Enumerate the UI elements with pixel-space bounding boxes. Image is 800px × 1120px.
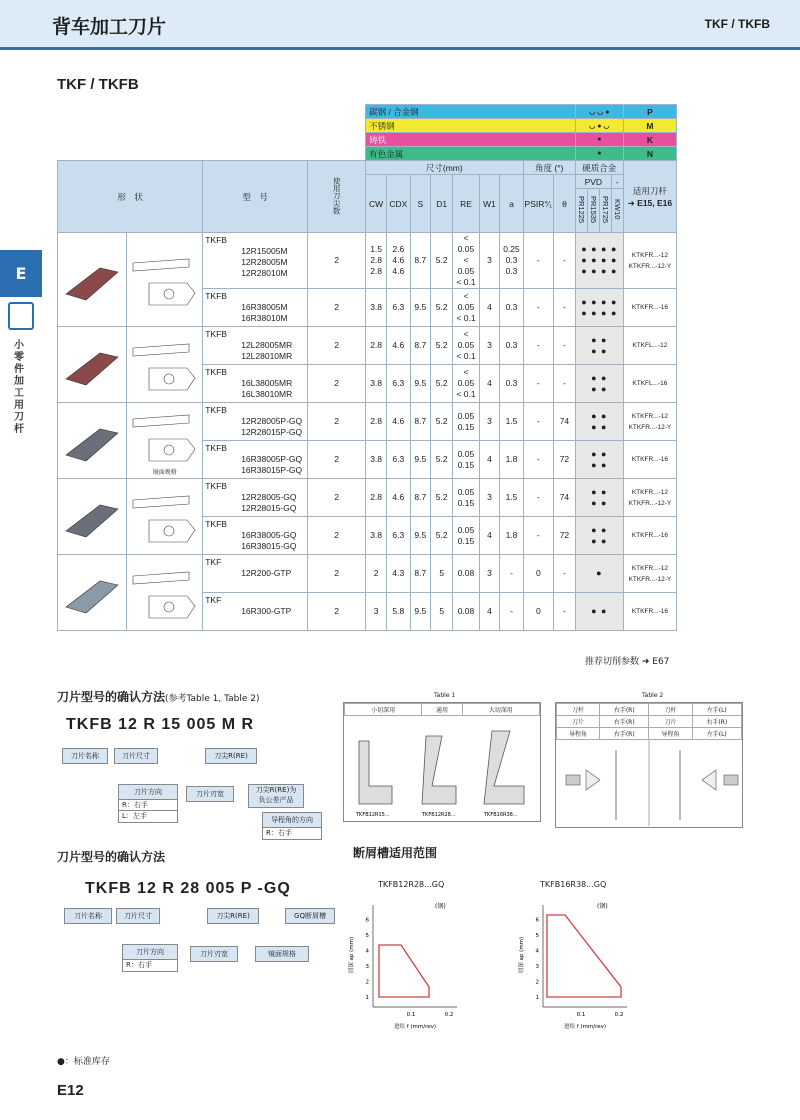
blank-corner: [58, 105, 366, 161]
col-w1: W1: [479, 175, 500, 233]
cell-s: 8.7: [410, 479, 431, 517]
cell-w1: 3: [479, 233, 500, 289]
cell-th: -: [554, 365, 576, 403]
chip-c2: TKFB16R38...GQ: [540, 880, 607, 889]
grade-pr1725: PR1725: [600, 195, 610, 224]
chip-c1: TKFB12R28...GQ: [378, 880, 445, 889]
series: TKFB: [205, 443, 227, 453]
table1-diagrams: [344, 716, 540, 820]
insert-drawing: [127, 479, 203, 555]
model-cell: [203, 517, 308, 555]
c1-x2: 0.2: [444, 1012, 454, 1018]
cell-n: 2: [308, 555, 366, 593]
t2-cell: 刀片: [557, 716, 600, 728]
cell-re: 0.08: [453, 593, 479, 631]
col-cw: CW: [366, 175, 387, 233]
cell-re: 0.08: [453, 555, 479, 593]
stock-dots: ● ● ● ● ● ● ● ●: [575, 289, 623, 327]
cell-cw: 3.8: [366, 517, 387, 555]
insert-photo: [58, 403, 127, 479]
stock-dots: ●: [575, 555, 623, 593]
id1-box-lead: 导程角的方向: [262, 812, 322, 828]
cell-s: 9.5: [410, 517, 431, 555]
cell-psir: -: [523, 517, 554, 555]
model-codes: 12L28005MR 12L28010MR: [241, 340, 293, 361]
shape-header: 形 状: [58, 161, 203, 233]
t2-cell: 刀杆: [557, 704, 600, 716]
model-cell: [203, 555, 308, 593]
chip-title: 断屑槽适用范围: [353, 846, 438, 860]
id2-box-name: 刀片名称: [64, 908, 112, 924]
cell-d1: 5.2: [431, 365, 453, 403]
y-tick: 5: [535, 933, 539, 939]
t1-h1: 小切深用: [345, 704, 422, 716]
insert-photo: [58, 555, 127, 631]
cell-n: 2: [308, 365, 366, 403]
cell-a: 0.3: [500, 289, 523, 327]
cell-cdx: 6.3: [387, 517, 410, 555]
holder-cell: KTKFR...-16: [623, 517, 676, 555]
t1-f3: TKFB16R38...: [484, 812, 518, 818]
material-letter: M: [623, 119, 676, 133]
cell-s: 9.5: [410, 441, 431, 479]
id2-box-dir: 刀片方向: [122, 944, 178, 960]
grade-kw10: KW10: [612, 199, 622, 220]
t1-f2: TKFB12R28...: [422, 812, 456, 818]
cell-cw: 2.8: [366, 327, 387, 365]
cell-d1: 5.2: [431, 327, 453, 365]
c1-xlabel: 进给 f (mm/rev): [393, 1024, 437, 1030]
material-marks: ◡ ◡ ●: [575, 105, 623, 119]
spec-table: 碳钢 / 合金钢 ◡ ◡ ● P 不锈钢 ◡ ● ◡ M 铸铁 ● K 有色金属 ● N 形 状 型 号 使用刀尖数 尺寸(mm) 角度 (°) 硬质合金 适用刀杆 ➜ E15, E16 CW CDX S D1 RE W1 a PSIR°⁄₁ θ PVD - PR1225 PR1535 PR1725 KW10 TKFB 12R15005M 12R28005M 12R28010M 2 1.5 2.8 2.8 2.6 4.6 4.6 8.7 5.2 < 0.05 < 0.05 < 0.1 3 0.25 0.3 0.3 - - ● ● ● ● ● ● ● ● ● ● ● ● KTKFR...-12 KTKFR...-12-Y TKFB 16R38005M 16R38010M 2 3.8 6.3 9.5 5.2 < 0.05 < 0.1 4 0.3 - - ● ● ● ● ● ● ● ● KTKFR...-16 TKFB 12L28005MR 12L28010MR 2 2.8 4.6 8.7 5.2 < 0.05 < 0.1 3 0.3 - - ● ● ● ● KTKFL...-12 TKFB 16L38005MR 16L38010MR 2 3.8 6.3 9.5 5.2 < 0.05 < 0.1 4 0.3 - - ● ● ● ● KTKFL...-16 镜面规格 TKFB 12R28005P-GQ 12R28015P-GQ 2 2.8 4.6 8.7 5.2 0.05 0.15 3 1.5 - 74 ● ● ● ● KTKFR...-12 KTKFR...-12-Y TKFB 16R38005P-GQ 16R38015P-GQ 2 3.8 6.3 9.5 5.2 0.05 0.15 4 1.8 - 72 ● ● ● ● KTKFR...-16 TKFB 12R28005-GQ 12R28015-GQ 2 2.8 4.6 8.7 5.2 0.05 0.15 3 1.5 - 74 ● ● ● ● KTKFR...-12 KTKFR...-12-Y TKFB 16R38005-GQ 16R38015-GQ 2 3.8 6.3 9.5 5.2 0.05 0.15 4 1.8 - 72 ● ● ● ● KTKFR...-16 TKF 12R200-GTP 2 2 4.3 8.7 5 0.08 3 - 0 - ● KTKFR...-12 KTKFR...-12-Y TKF 16R300-GTP 2 3 5.8 9.5 5 0.08 4 - 0 - ● ● KTKFR...-16: [57, 104, 677, 631]
table2: [555, 692, 743, 828]
cell-cw: 3.8: [366, 365, 387, 403]
col-cdx: CDX: [387, 175, 410, 233]
holder-cell: KTKFL...-12: [623, 327, 676, 365]
page-header: [0, 0, 800, 50]
cell-a: 0.3: [500, 327, 523, 365]
y-tick: 2: [535, 979, 539, 986]
col-d1: D1: [431, 175, 453, 233]
cell-n: 2: [308, 479, 366, 517]
edges-header: 使用刀尖数: [332, 176, 342, 215]
cell-a: 1.8: [500, 441, 523, 479]
material-letter: N: [623, 147, 676, 161]
cell-cw: 1.5 2.8 2.8: [366, 233, 387, 289]
cell-cdx: 4.6: [387, 479, 410, 517]
col-re: RE: [453, 175, 479, 233]
holder-cell: KTKFR...-12 KTKFR...-12-Y: [623, 233, 676, 289]
t2-cell: 左手(L): [692, 728, 741, 740]
cell-d1: 5.2: [431, 233, 453, 289]
series: TKFB: [205, 291, 227, 301]
cell-cdx: 6.3: [387, 289, 410, 327]
header-series: TKF / TKFB: [704, 17, 770, 31]
c2-x1: 0.1: [576, 1012, 586, 1018]
series: TKFB: [205, 367, 227, 377]
id1-box-neg: 刀尖R(RE)为 负公差产品: [248, 784, 304, 808]
chip-chart-2: [515, 895, 640, 1035]
cell-n: 2: [308, 441, 366, 479]
c2-xlabel: 进给 f (mm/rev): [563, 1024, 607, 1030]
id1-code: TKFB 12 R 15 005 M R: [66, 716, 255, 733]
model-codes: 16R38005M 16R38010M: [241, 302, 288, 323]
chip-chart-1: [345, 895, 470, 1035]
y-tick: 5: [365, 933, 369, 939]
cell-a: 1.5: [500, 479, 523, 517]
t1-h2: 通用: [422, 704, 462, 716]
stock-dots: ● ● ● ●: [575, 479, 623, 517]
cell-s: 9.5: [410, 365, 431, 403]
cell-s: 9.5: [410, 289, 431, 327]
table2-title: Table 2: [642, 692, 664, 699]
material-name: 铸铁: [366, 133, 576, 147]
material-marks: ●: [575, 133, 623, 147]
cell-w1: 3: [479, 555, 500, 593]
cell-psir: -: [523, 441, 554, 479]
model-cell: [203, 365, 308, 403]
material-name: 碳钢 / 合金钢: [366, 105, 576, 119]
model-codes: 12R200-GTP: [241, 568, 292, 578]
dash-header: -: [611, 175, 623, 189]
material-letter: K: [623, 133, 676, 147]
t1-h3: 大切深用: [462, 704, 539, 716]
cell-a: 1.5: [500, 403, 523, 441]
id1-box-width: 刀片刃宽: [186, 786, 234, 802]
cell-d1: 5.2: [431, 479, 453, 517]
cell-s: 8.7: [410, 233, 431, 289]
model-cell: [203, 593, 308, 631]
holder-cell: KTKFR...-12 KTKFR...-12-Y: [623, 403, 676, 441]
model-codes: 12R15005M 12R28005M 12R28010M: [241, 246, 288, 278]
insert-icon: [8, 302, 34, 330]
cell-th: -: [554, 233, 576, 289]
c1-ylabel: 切深 ap (mm): [349, 936, 355, 974]
grade-header: 硬质合金: [575, 161, 623, 175]
t2-cell: 右手(R): [600, 716, 649, 728]
cell-s: 8.7: [410, 327, 431, 365]
cell-cw: 2.8: [366, 479, 387, 517]
id2-box-size: 刀片尺寸: [116, 908, 160, 924]
y-tick: 1: [535, 995, 539, 1001]
cell-w1: 3: [479, 479, 500, 517]
model-codes: 12R28005-GQ 12R28015-GQ: [241, 492, 297, 513]
model-codes: 16R38005P-GQ 16R38015P-GQ: [241, 454, 303, 475]
series: TKF: [205, 557, 222, 567]
cell-d1: 5: [431, 593, 453, 631]
insert-drawing: [127, 233, 203, 327]
cell-s: 8.7: [410, 555, 431, 593]
cell-w1: 4: [479, 365, 500, 403]
col-psir: PSIR°⁄₁: [523, 175, 554, 233]
cell-w1: 4: [479, 517, 500, 555]
table2-diagrams: [556, 740, 742, 826]
id2-box-re: 刀尖R(RE): [207, 908, 259, 924]
page-number: E12: [57, 1082, 84, 1099]
insert-photo: [58, 233, 127, 327]
t1-f1: TKFB12R15...: [356, 812, 390, 818]
pvd-header: PVD: [575, 175, 611, 189]
id1-box-size: 刀片尺寸: [114, 748, 158, 764]
cell-n: 2: [308, 403, 366, 441]
cell-cw: 3: [366, 593, 387, 631]
y-tick: 2: [365, 979, 369, 986]
y-tick: 4: [535, 948, 539, 955]
y-tick: 6: [365, 917, 369, 924]
cell-n: 2: [308, 289, 366, 327]
cell-a: -: [500, 593, 523, 631]
y-tick: 3: [535, 964, 539, 970]
series: TKFB: [205, 235, 227, 245]
cell-th: 74: [554, 479, 576, 517]
holder-cell: KTKFR...-12 KTKFR...-12-Y: [623, 555, 676, 593]
col-s: S: [410, 175, 431, 233]
cell-w1: 3: [479, 403, 500, 441]
series: TKFB: [205, 405, 227, 415]
cell-d1: 5.2: [431, 517, 453, 555]
insert-drawing: [127, 555, 203, 631]
cell-d1: 5.2: [431, 403, 453, 441]
stock-dots: ● ● ● ●: [575, 365, 623, 403]
insert-photo: [58, 327, 127, 403]
id1-box-dir: 刀片方向: [118, 784, 178, 800]
cell-d1: 5.2: [431, 289, 453, 327]
c1-x1: 0.1: [406, 1012, 416, 1018]
col-theta: θ: [554, 175, 576, 233]
stock-dots: ● ●: [575, 593, 623, 631]
id1-title: 刀片型号的确认方法: [57, 690, 166, 704]
cell-psir: 0: [523, 555, 554, 593]
cell-w1: 4: [479, 289, 500, 327]
model-header: 型 号: [203, 161, 308, 233]
cell-re: 0.05 0.15: [453, 441, 479, 479]
cell-psir: -: [523, 233, 554, 289]
cell-psir: 0: [523, 593, 554, 631]
cell-w1: 4: [479, 441, 500, 479]
side-tab: E: [0, 250, 42, 297]
cell-s: 9.5: [410, 593, 431, 631]
t2-cell: 右手(R): [600, 704, 649, 716]
id2-dir-r: R：右手: [122, 959, 178, 972]
t2-cell: 右手(R): [692, 716, 741, 728]
cell-cdx: 5.8: [387, 593, 410, 631]
cell-a: 0.25 0.3 0.3: [500, 233, 523, 289]
material-marks: ◡ ● ◡: [575, 119, 623, 133]
cell-a: -: [500, 555, 523, 593]
cell-th: 72: [554, 517, 576, 555]
holder-cell: KTKFR...-16: [623, 441, 676, 479]
holder-cell: KTKFL...-16: [623, 365, 676, 403]
section-title: TKF / TKFB: [57, 76, 139, 93]
c2-x2: 0.2: [614, 1012, 624, 1018]
cell-th: -: [554, 555, 576, 593]
grade-pr1535: PR1535: [588, 195, 598, 224]
cell-re: < 0.05 < 0.1: [453, 327, 479, 365]
material-letter: P: [623, 105, 676, 119]
id2-title: 刀片型号的确认方法: [57, 850, 166, 864]
cell-th: 72: [554, 441, 576, 479]
cell-a: 1.8: [500, 517, 523, 555]
model-cell: [203, 479, 308, 517]
dims-header: 尺寸(mm): [366, 161, 523, 175]
material-marks: ●: [575, 147, 623, 161]
table1-title: Table 1: [434, 692, 456, 699]
y-tick: 6: [535, 917, 539, 924]
id2-box-gq: GQ断屑槽: [285, 908, 335, 924]
model-cell: [203, 403, 308, 441]
cell-re: 0.05 0.15: [453, 517, 479, 555]
cell-th: -: [554, 327, 576, 365]
chip-mat-1: (钢): [435, 903, 446, 910]
cell-th: -: [554, 289, 576, 327]
model-cell: [203, 327, 308, 365]
y-tick: 3: [365, 964, 369, 970]
cell-re: < 0.05 < 0.1: [453, 289, 479, 327]
cell-psir: -: [523, 365, 554, 403]
cell-th: -: [554, 593, 576, 631]
id1-ref: (参考Table 1, Table 2): [165, 694, 260, 704]
cell-n: 2: [308, 327, 366, 365]
cell-cw: 2.8: [366, 403, 387, 441]
holder-cell: KTKFR...-16: [623, 289, 676, 327]
cell-re: 0.05 0.15: [453, 403, 479, 441]
c2-ylabel: 切深 ap (mm): [519, 936, 525, 974]
model-codes: 16R300-GTP: [241, 606, 292, 616]
insert-drawing: [127, 327, 203, 403]
cut-ref: 推荐切削参数 ➜ E67: [585, 657, 670, 667]
t2-cell: 刀杆: [649, 704, 692, 716]
id1-box-re: 刀尖R(RE): [205, 748, 257, 764]
cell-psir: -: [523, 289, 554, 327]
cell-re: 0.05 0.15: [453, 479, 479, 517]
insert-drawing: [127, 403, 203, 479]
id1-lead-r: R：右手: [262, 827, 322, 840]
holder-cell: KTKFR...-12 KTKFR...-12-Y: [623, 479, 676, 517]
series: TKFB: [205, 519, 227, 529]
series: TKFB: [205, 481, 227, 491]
holder-header: 适用刀杆: [632, 185, 667, 196]
cell-cw: 3.8: [366, 289, 387, 327]
cell-psir: -: [523, 479, 554, 517]
id1-dir-l: L：左手: [118, 810, 178, 823]
stock-dots: ● ● ● ● ● ● ● ● ● ● ● ●: [575, 233, 623, 289]
t2-cell: 导程角: [557, 728, 600, 740]
id1-dir-r: R：右手: [118, 799, 178, 812]
y-tick: 1: [365, 995, 369, 1001]
chip-mat-2: (钢): [597, 903, 608, 910]
cell-d1: 5: [431, 555, 453, 593]
model-cell: [203, 233, 308, 289]
cell-n: 2: [308, 593, 366, 631]
material-name: 有色金属: [366, 147, 576, 161]
cell-re: < 0.05 < 0.1: [453, 365, 479, 403]
model-codes: 12R28005P-GQ 12R28015P-GQ: [241, 416, 303, 437]
page-title: 背车加工刀片: [52, 16, 167, 38]
cell-cdx: 2.6 4.6 4.6: [387, 233, 410, 289]
cell-cw: 2: [366, 555, 387, 593]
model-codes: 16L38005MR 16L38010MR: [241, 378, 293, 399]
cell-s: 8.7: [410, 403, 431, 441]
t2-cell: 左手(L): [692, 704, 741, 716]
series: TKFB: [205, 329, 227, 339]
col-a: a: [500, 175, 523, 233]
cell-psir: -: [523, 327, 554, 365]
cell-d1: 5.2: [431, 441, 453, 479]
id2-code: TKFB 12 R 28 005 P -GQ: [85, 880, 291, 897]
y-tick: 4: [365, 948, 369, 955]
model-cell: [203, 441, 308, 479]
cell-cdx: 4.6: [387, 403, 410, 441]
cell-psir: -: [523, 403, 554, 441]
t2-cell: 导程角: [649, 728, 692, 740]
cell-a: 0.3: [500, 365, 523, 403]
cell-re: < 0.05 < 0.05 < 0.1: [453, 233, 479, 289]
cell-cdx: 6.3: [387, 365, 410, 403]
cell-cdx: 6.3: [387, 441, 410, 479]
id2-box-width: 刀片刃宽: [190, 946, 238, 962]
table1: [343, 692, 541, 822]
stock-dots: ● ● ● ●: [575, 517, 623, 555]
model-codes: 16R38005-GQ 16R38015-GQ: [241, 530, 297, 551]
side-label: 小零件加工用刀杆: [14, 340, 24, 435]
holder-cell: KTKFR...-16: [623, 593, 676, 631]
grade-pr1225: PR1225: [576, 195, 586, 224]
mirror-note: 镜面规格: [152, 470, 177, 476]
series: TKF: [205, 595, 222, 605]
stock-dots: ● ● ● ●: [575, 403, 623, 441]
insert-photo: [58, 479, 127, 555]
stock-note: ●：标准库存: [57, 1057, 110, 1067]
cell-cdx: 4.6: [387, 327, 410, 365]
id2-box-mirror: 镜面规格: [255, 946, 309, 962]
cell-n: 2: [308, 517, 366, 555]
cell-w1: 3: [479, 327, 500, 365]
t2-cell: 刀片: [649, 716, 692, 728]
model-cell: [203, 289, 308, 327]
cell-cdx: 4.3: [387, 555, 410, 593]
t2-cell: 右手(R): [600, 728, 649, 740]
id1-box-name: 刀片名称: [62, 748, 108, 764]
holder-ref: E15, E16: [637, 197, 673, 208]
material-name: 不锈钢: [366, 119, 576, 133]
cell-n: 2: [308, 233, 366, 289]
stock-dots: ● ● ● ●: [575, 441, 623, 479]
angle-header: 角度 (°): [523, 161, 575, 175]
cell-cw: 3.8: [366, 441, 387, 479]
cell-th: 74: [554, 403, 576, 441]
cell-w1: 4: [479, 593, 500, 631]
stock-dots: ● ● ● ●: [575, 327, 623, 365]
